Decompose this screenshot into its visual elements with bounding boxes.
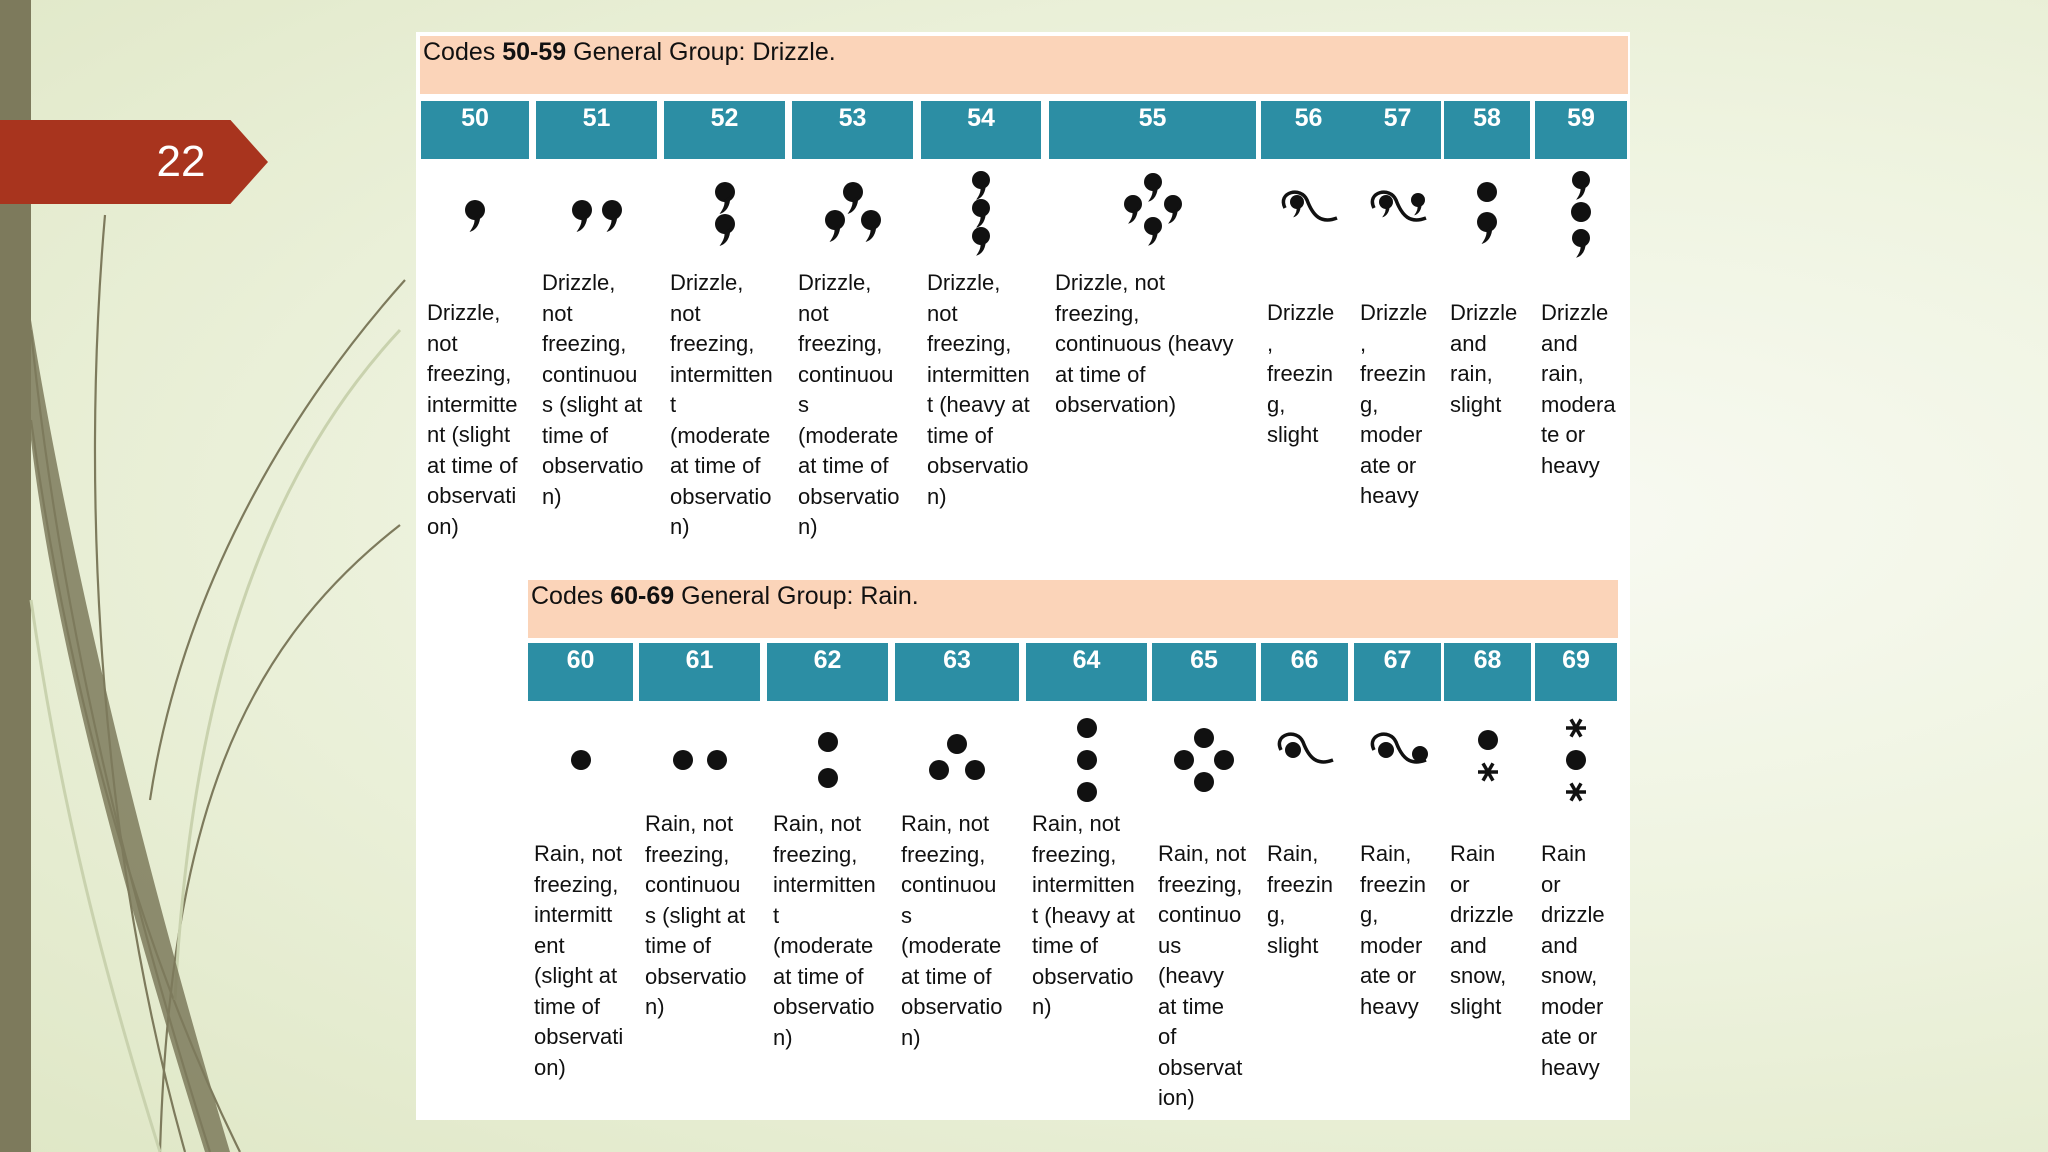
drizzle-code-header-50: 50 <box>421 101 529 159</box>
rain-code-header-61: 61 <box>639 643 760 701</box>
drizzle-1-icon <box>455 178 495 258</box>
rain-code-description-65: Rain, not freezing, continuo us (heavy at time of observat ion) <box>1158 841 1247 1110</box>
rain-3-vertical-icon <box>1067 712 1107 808</box>
drizzle-code-header-51: 51 <box>536 101 657 159</box>
rain-2-icon <box>665 720 735 800</box>
rain-code-description-66: Rain, freezin g, slight <box>1267 841 1334 958</box>
drizzle-code-header-59: 59 <box>1535 101 1627 159</box>
rain-4-diamond-icon <box>1169 720 1239 800</box>
drizzle-code-header-56: 56 <box>1261 101 1356 159</box>
drizzle-code-header-53: 53 <box>792 101 913 159</box>
rain-code-description-67: Rain, freezin g, moder ate or heavy <box>1360 841 1427 1019</box>
rain-code-description-63: Rain, not freezing, continuou s (moderate at time of observatio n) <box>901 811 1003 1050</box>
drizzle-code-description-56: Drizzle , freezin g, slight <box>1267 300 1335 447</box>
rain-3-triangle-icon <box>922 720 992 800</box>
rain-snow-heavy-icon <box>1556 712 1596 808</box>
rain-code-header-66: 66 <box>1261 643 1348 701</box>
drizzle-4-diamond-icon <box>1118 170 1188 266</box>
rain-code-description-68: Rain or drizzle and snow, slight <box>1450 841 1514 1019</box>
drizzle-code-description-53: Drizzle, not freezing, continuou s (moderate at time of observatio n) <box>798 270 900 539</box>
drizzle-3-triangle-icon <box>818 178 888 258</box>
drizzle-group-title: Codes 50-59 General Group: Drizzle. <box>420 36 1628 94</box>
drizzle-code-header-55: 55 <box>1049 101 1256 159</box>
rain-code-header-69: 69 <box>1535 643 1617 701</box>
drizzle-code-header-54: 54 <box>921 101 1041 159</box>
rain-code-header-62: 62 <box>767 643 888 701</box>
rain-snow-slight-icon <box>1468 720 1508 800</box>
rain-code-header-67: 67 <box>1354 643 1441 701</box>
drizzle-2-vertical-icon <box>705 178 745 258</box>
rain-code-header-60: 60 <box>528 643 633 701</box>
drizzle-code-description-59: Drizzle and rain, modera te or heavy <box>1541 300 1616 478</box>
drizzle-code-description-57: Drizzle , freezin g, moder ate or heavy <box>1360 300 1428 508</box>
drizzle-code-description-58: Drizzle and rain, slight <box>1450 300 1518 417</box>
rain-group-title: Codes 60-69 General Group: Rain. <box>528 580 1618 638</box>
freezing-drizzle-heavy-icon <box>1360 178 1436 258</box>
drizzle-code-header-52: 52 <box>664 101 785 159</box>
freezing-rain-heavy-icon <box>1360 720 1436 800</box>
drizzle-rain-heavy-icon <box>1561 170 1601 266</box>
drizzle-3-vertical-icon <box>961 170 1001 266</box>
rain-code-description-61: Rain, not freezing, continuou s (slight at time of observatio n) <box>645 811 747 1019</box>
rain-code-description-69: Rain or drizzle and snow, moder ate or heavy <box>1541 841 1605 1080</box>
slide-number: 22 <box>156 137 206 186</box>
rain-code-description-60: Rain, not freezing, intermitt ent (slight at time of observati on) <box>534 841 624 1080</box>
rain-code-description-62: Rain, not freezing, intermitten t (moderate at time of observatio n) <box>773 811 876 1050</box>
drizzle-code-description-54: Drizzle, not freezing, intermitten t (heavy at time of observatio n) <box>927 270 1030 509</box>
freezing-rain-slight-icon <box>1267 720 1343 800</box>
drizzle-code-header-57: 57 <box>1354 101 1441 159</box>
drizzle-code-description-50: Drizzle, not freezing, intermitte nt (slight at time of observati on) <box>427 300 518 539</box>
drizzle-rain-slight-icon <box>1467 178 1507 258</box>
rain-code-header-68: 68 <box>1444 643 1531 701</box>
drizzle-2-icon <box>562 178 632 258</box>
drizzle-code-description-52: Drizzle, not freezing, intermitten t (moderate at time of observatio n) <box>670 270 773 539</box>
rain-1-icon <box>561 720 601 800</box>
drizzle-code-description-55: Drizzle, not freezing, continuous (heavy at time of observation) <box>1055 270 1234 417</box>
rain-code-header-63: 63 <box>895 643 1019 701</box>
rain-code-header-64: 64 <box>1026 643 1147 701</box>
drizzle-code-header-58: 58 <box>1444 101 1530 159</box>
rain-code-description-64: Rain, not freezing, intermitten t (heavy at time of observatio n) <box>1032 811 1135 1019</box>
freezing-drizzle-slight-icon <box>1271 178 1347 258</box>
rain-2-vertical-icon <box>808 720 848 800</box>
rain-code-header-65: 65 <box>1152 643 1256 701</box>
drizzle-code-description-51: Drizzle, not freezing, continuou s (slight at time of observatio n) <box>542 270 644 509</box>
